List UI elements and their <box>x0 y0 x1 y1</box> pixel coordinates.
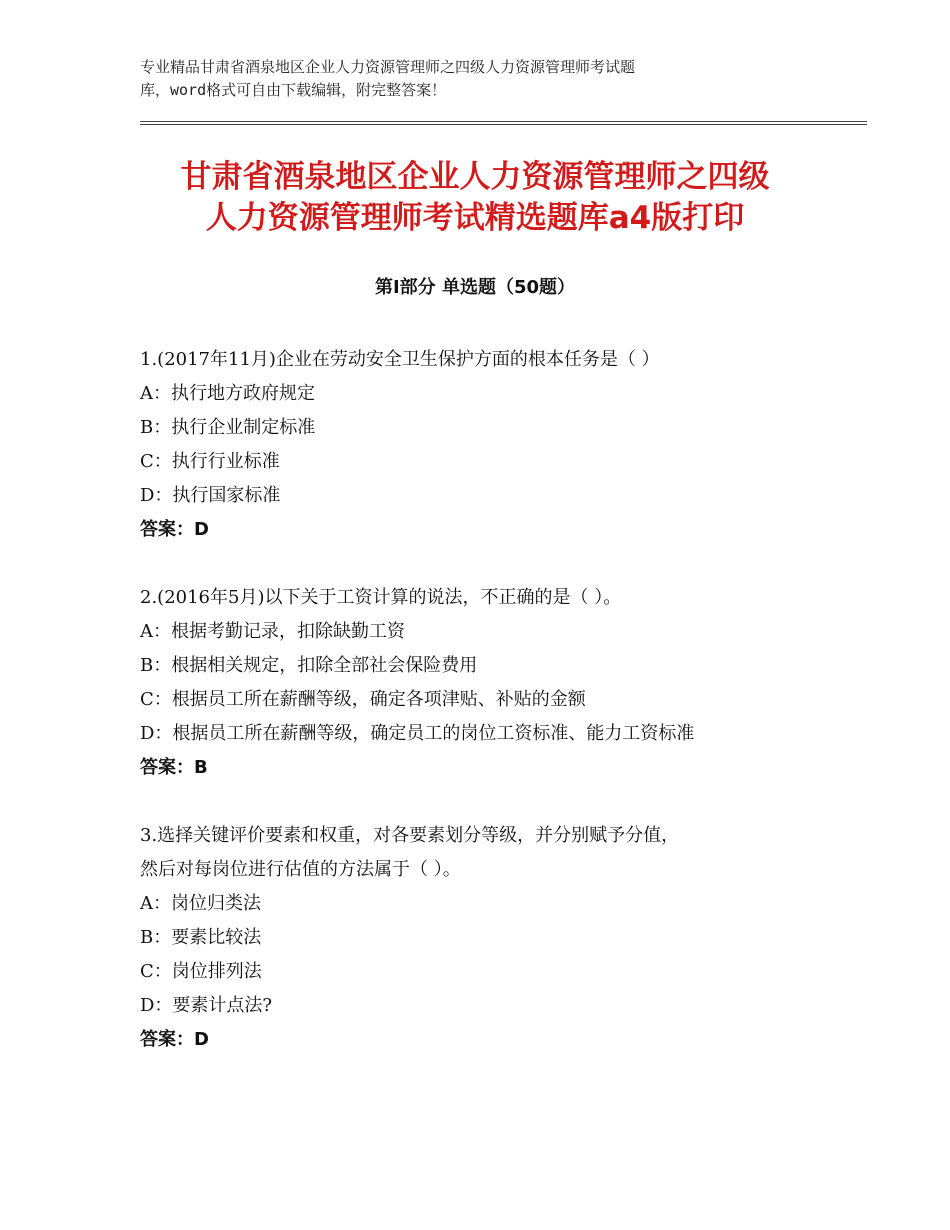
question-2 <box>140 581 820 785</box>
header-divider <box>140 121 867 125</box>
option-b: B：要素比较法 <box>140 927 262 948</box>
section-heading: 第Ⅰ部分 单选题（50题） <box>374 277 575 298</box>
option-b: B：执行企业制定标准 <box>140 417 316 438</box>
option-c: C：执行行业标准 <box>140 451 280 472</box>
option-d: D：要素计点法? <box>140 995 273 1016</box>
question-1 <box>140 343 820 547</box>
document-title-line-2: 人力资源管理师考试精选题库a4版打印 <box>205 200 745 236</box>
question-list <box>140 343 820 1091</box>
option-c: C：岗位排列法 <box>140 961 262 982</box>
option-b: B：根据相关规定，扣除全部社会保险费用 <box>140 655 478 676</box>
option-a: A：执行地方政府规定 <box>140 383 315 404</box>
question-3 <box>140 819 820 1057</box>
document-title <box>0 157 950 239</box>
answer: 答案：B <box>140 757 208 778</box>
answer: 答案：D <box>140 519 209 540</box>
question-stem: 1.(2017年11月)企业在劳动安全卫生保护方面的根本任务是（ ） <box>140 349 660 370</box>
option-c: C：根据员工所在薪酬等级，确定各项津贴、补贴的金额 <box>140 689 586 710</box>
option-a: A：岗位归类法 <box>140 893 261 914</box>
question-stem: 2.(2016年5月)以下关于工资计算的说法，不正确的是（ ）。 <box>140 587 622 608</box>
option-a: A：根据考勤记录，扣除缺勤工资 <box>140 621 405 642</box>
document-title-line-1: 甘肃省酒泉地区企业人力资源管理师之四级 <box>180 159 770 195</box>
option-d: D：根据员工所在薪酬等级，确定员工的岗位工资标准、能力工资标准 <box>140 723 695 744</box>
header-note: 专业精品甘肃省酒泉地区企业人力资源管理师之四级人力资源管理师考试题 库，word格式可自由下载编辑，附完整答案！ <box>140 58 636 99</box>
option-d: D：执行国家标准 <box>140 485 281 506</box>
answer: 答案：D <box>140 1029 209 1050</box>
question-stem: 3.选择关键评价要素和权重，对各要素划分等级，并分别赋予分值， 然后对每岗位进行估值的方法属于（ ）。 <box>140 825 680 880</box>
